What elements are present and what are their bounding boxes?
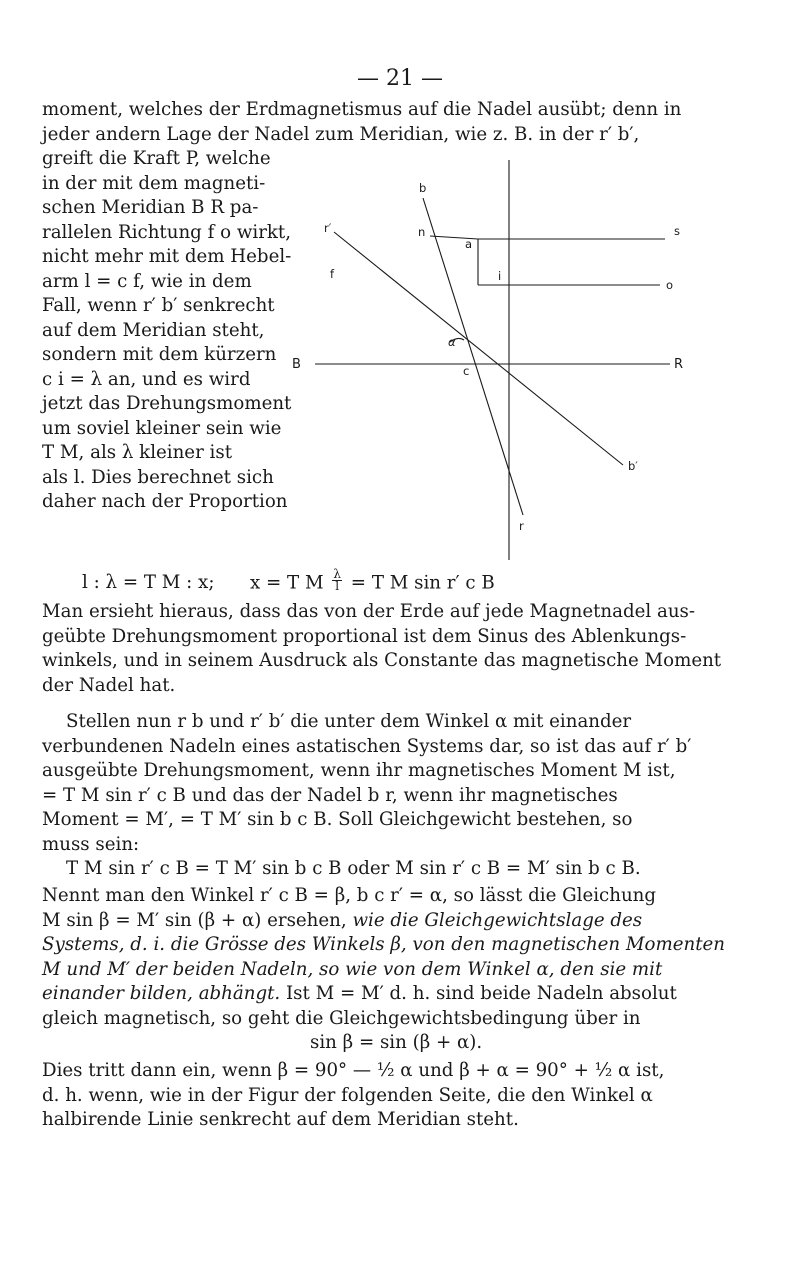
- fraction: [332, 569, 342, 592]
- text-line: geübte Drehungsmoment proportional ist dem Sinus des Ablenkungs-: [42, 625, 687, 647]
- italic-line: M und M′ der beiden Nadeln, so wie von dem Winkel α, den sie mit: [42, 958, 663, 980]
- text-line: greift die Kraft P, welche: [42, 148, 271, 169]
- wrapped-text: [42, 147, 304, 515]
- text-line: der Nadel hat.: [42, 674, 176, 696]
- text-line: Nennt man den Winkel r′ c B = β, b c r′ = α, so lässt die Gleichung: [42, 885, 657, 906]
- label-i: i: [498, 269, 502, 283]
- text-line: Stellen nun r b und r′ b′ die unter dem Winkel α mit einander: [66, 711, 632, 732]
- needle-b-r: [423, 198, 523, 515]
- label-b-prime: b′: [628, 459, 638, 473]
- equation-1: T M sin r′ c B = T M′ sin b c B oder M sin r′ c B = M′ sin b c B.: [66, 858, 641, 879]
- paragraph-2: [42, 710, 762, 857]
- fraction-denominator: l: [335, 579, 340, 593]
- italic-segment: wie die Gleichgewichtslage des: [352, 909, 643, 931]
- label-n: n: [418, 225, 426, 239]
- text-line: Fall, wenn r′ b′ senkrecht: [42, 295, 275, 316]
- text-line: daher nach der Proportion: [42, 491, 288, 512]
- text-segment: Ist M = M′ d. h. sind beide Nadeln absolut: [280, 983, 677, 1004]
- text-line: T M, als λ kleiner ist: [42, 442, 233, 463]
- text-line: gleich magnetisch, so geht die Gleichgewichtsbedingung über in: [42, 1007, 641, 1029]
- text-line: um soviel kleiner sein wie: [42, 417, 282, 439]
- text-line: jetzt das Drehungsmoment: [42, 393, 292, 414]
- text-line: auf dem Meridian steht,: [42, 319, 265, 341]
- page-number: — 21 —: [357, 66, 443, 91]
- text-line: Moment = M′, = T M′ sin b c B. Soll Gleichgewicht bestehen, so: [42, 809, 633, 830]
- text-line: als l. Dies berechnet sich: [42, 466, 274, 488]
- text-line: jeder andern Lage der Nadel zum Meridian, wie z. B. in der r′ b′,: [42, 123, 640, 145]
- x-equals: x = T M: [250, 572, 324, 594]
- label-a: a: [465, 237, 473, 251]
- fraction-numerator: λ: [333, 567, 341, 581]
- text-line: nicht mehr mit dem Hebel-: [42, 246, 292, 267]
- text-line: rallelen Richtung f o wirkt,: [42, 221, 292, 243]
- label-c: c: [463, 364, 470, 378]
- label-f: f: [330, 267, 335, 281]
- needle-diagram: [290, 150, 770, 570]
- text-line: [42, 982, 762, 1007]
- proportion: l : λ = T M : x;: [82, 572, 215, 593]
- text-line: winkels, und in seinem Ausdruck als Constante das magnetische Moment: [42, 650, 722, 671]
- label-r: r: [519, 519, 524, 533]
- label-R: R: [674, 357, 684, 372]
- text-line: Man ersieht hieraus, dass das von der Erde auf jede Magnetnadel aus-: [42, 601, 696, 622]
- text-line: sondern mit dem kürzern: [42, 344, 277, 365]
- text-line: d. h. wenn, wie in der Figur der folgenden Seite, die den Winkel α: [42, 1084, 653, 1106]
- text-line: = T M sin r′ c B und das der Nadel b r, wenn ihr magnetisches: [42, 784, 618, 806]
- text-line: ausgeübte Drehungsmoment, wenn ihr magnetisches Moment M ist,: [42, 760, 676, 781]
- text-line: c i = λ an, und es wird: [42, 368, 251, 390]
- italic-line: Systems, d. i. die Grösse des Winkels β, von den magnetischen Momenten: [42, 934, 725, 955]
- formula-rhs: = T M sin r′ c B: [350, 572, 495, 594]
- proportion-formula: [82, 572, 214, 593]
- text-line: muss sein:: [42, 833, 140, 855]
- italic-segment: einander bilden, abhängt.: [42, 983, 281, 1004]
- text-line: arm l = c f, wie in dem: [42, 270, 252, 292]
- label-alpha: α: [448, 335, 456, 349]
- text-line: schen Meridian B R pa-: [42, 197, 259, 218]
- equation-2: sin β = sin (β + α).: [310, 1032, 483, 1053]
- text-line: verbundenen Nadeln eines astatischen Systems dar, so ist das auf r′ b′: [42, 735, 692, 757]
- intro-text: [42, 98, 762, 147]
- label-s: s: [674, 224, 680, 238]
- paragraph-4: [42, 1059, 762, 1133]
- text-line: moment, welches der Erdmagnetismus auf die Nadel ausübt; denn in: [42, 99, 682, 120]
- paragraph-3: [42, 884, 762, 1031]
- label-b: b: [419, 181, 427, 195]
- text-segment: M sin β = M′ sin (β + α) ersehen,: [42, 909, 353, 931]
- label-B: B: [292, 357, 301, 372]
- x-formula: [250, 567, 495, 595]
- label-r-prime: r′: [324, 221, 332, 235]
- text-line: in der mit dem magneti-: [42, 172, 266, 194]
- text-line: Dies tritt dann ein, wenn β = 90° — ½ α und β + α = 90° + ½ α ist,: [42, 1060, 665, 1081]
- text-line: [42, 909, 762, 934]
- paragraph-1: [42, 600, 762, 698]
- label-o: o: [666, 278, 674, 292]
- text-line: halbirende Linie senkrecht auf dem Meridian steht.: [42, 1109, 519, 1130]
